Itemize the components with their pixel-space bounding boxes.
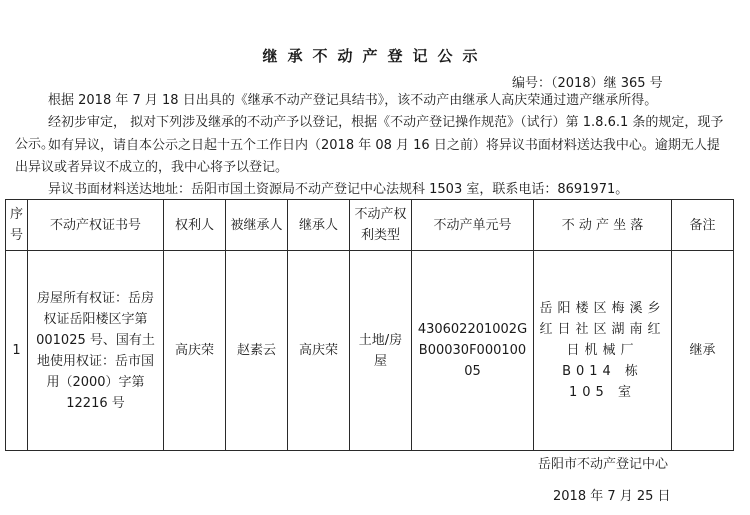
header-certificate: 不动产权证书号 [28, 200, 164, 251]
header-remark: 备注 [672, 200, 734, 251]
notice-title: 继承不动产登记公示 [262, 47, 488, 65]
cell-seq: 1 [6, 251, 28, 451]
table-header-row [6, 200, 734, 251]
issue-date: 2018 年 7 月 25 日 [553, 489, 671, 504]
header-right-type: 不动产权利类型 [350, 200, 412, 251]
header-unit-no: 不动产单元号 [412, 200, 534, 251]
cell-unit-no: 430602201002GB00030F00010005 [412, 251, 534, 451]
registration-table [5, 199, 734, 451]
paragraph-objection: 如有异议，请自本公示之日起十五个工作日内（2018 年 08 月 16 日之前）将异议书面材料送达我中心。逾期无人提出异议或者异议不成立的，我中心将予以登记。 [15, 138, 720, 175]
cell-decedent: 赵素云 [226, 251, 288, 451]
issuing-authority: 岳阳市不动产登记中心 [538, 457, 669, 472]
header-location: 不 动 产 坐 落 [534, 200, 672, 251]
cell-remark: 继承 [672, 251, 734, 451]
serial-number: 编号：（2018）继 365 号 [512, 76, 663, 91]
header-heir: 继承人 [288, 200, 350, 251]
cell-heir: 高庆荣 [288, 251, 350, 451]
cell-location: 岳阳楼区梅溪乡红日社区湖南红日机械厂 B014 栋 105 室 [534, 251, 672, 451]
cell-certificate: 房屋所有权证：岳房权证岳阳楼区字第 001025 号、国有土地使用权证：岳市国用（2000）字第 12216 号 [28, 251, 164, 451]
cell-holder: 高庆荣 [164, 251, 226, 451]
header-seq: 序号 [6, 200, 28, 251]
objection-address: 异议书面材料送达地址：岳阳市国土资源局不动产登记中心法规科 1503 室，联系电话：8691971。 [48, 182, 629, 197]
cell-right-type: 土地/房屋 [350, 251, 412, 451]
header-holder: 权利人 [164, 200, 226, 251]
header-decedent: 被继承人 [226, 200, 288, 251]
paragraph-basis: 根据 2018 年 7 月 18 日出具的《继承不动产登记具结书》，该不动产由继承人高庆荣通过遗产继承所得。 [48, 93, 658, 108]
table-row [6, 251, 734, 451]
paragraph-review: 经初步审定， 拟对下列涉及继承的不动产予以登记，根据《不动产登记操作规范》（试行）第 1.8.6.1 条的规定，现予公示。 [15, 115, 724, 152]
